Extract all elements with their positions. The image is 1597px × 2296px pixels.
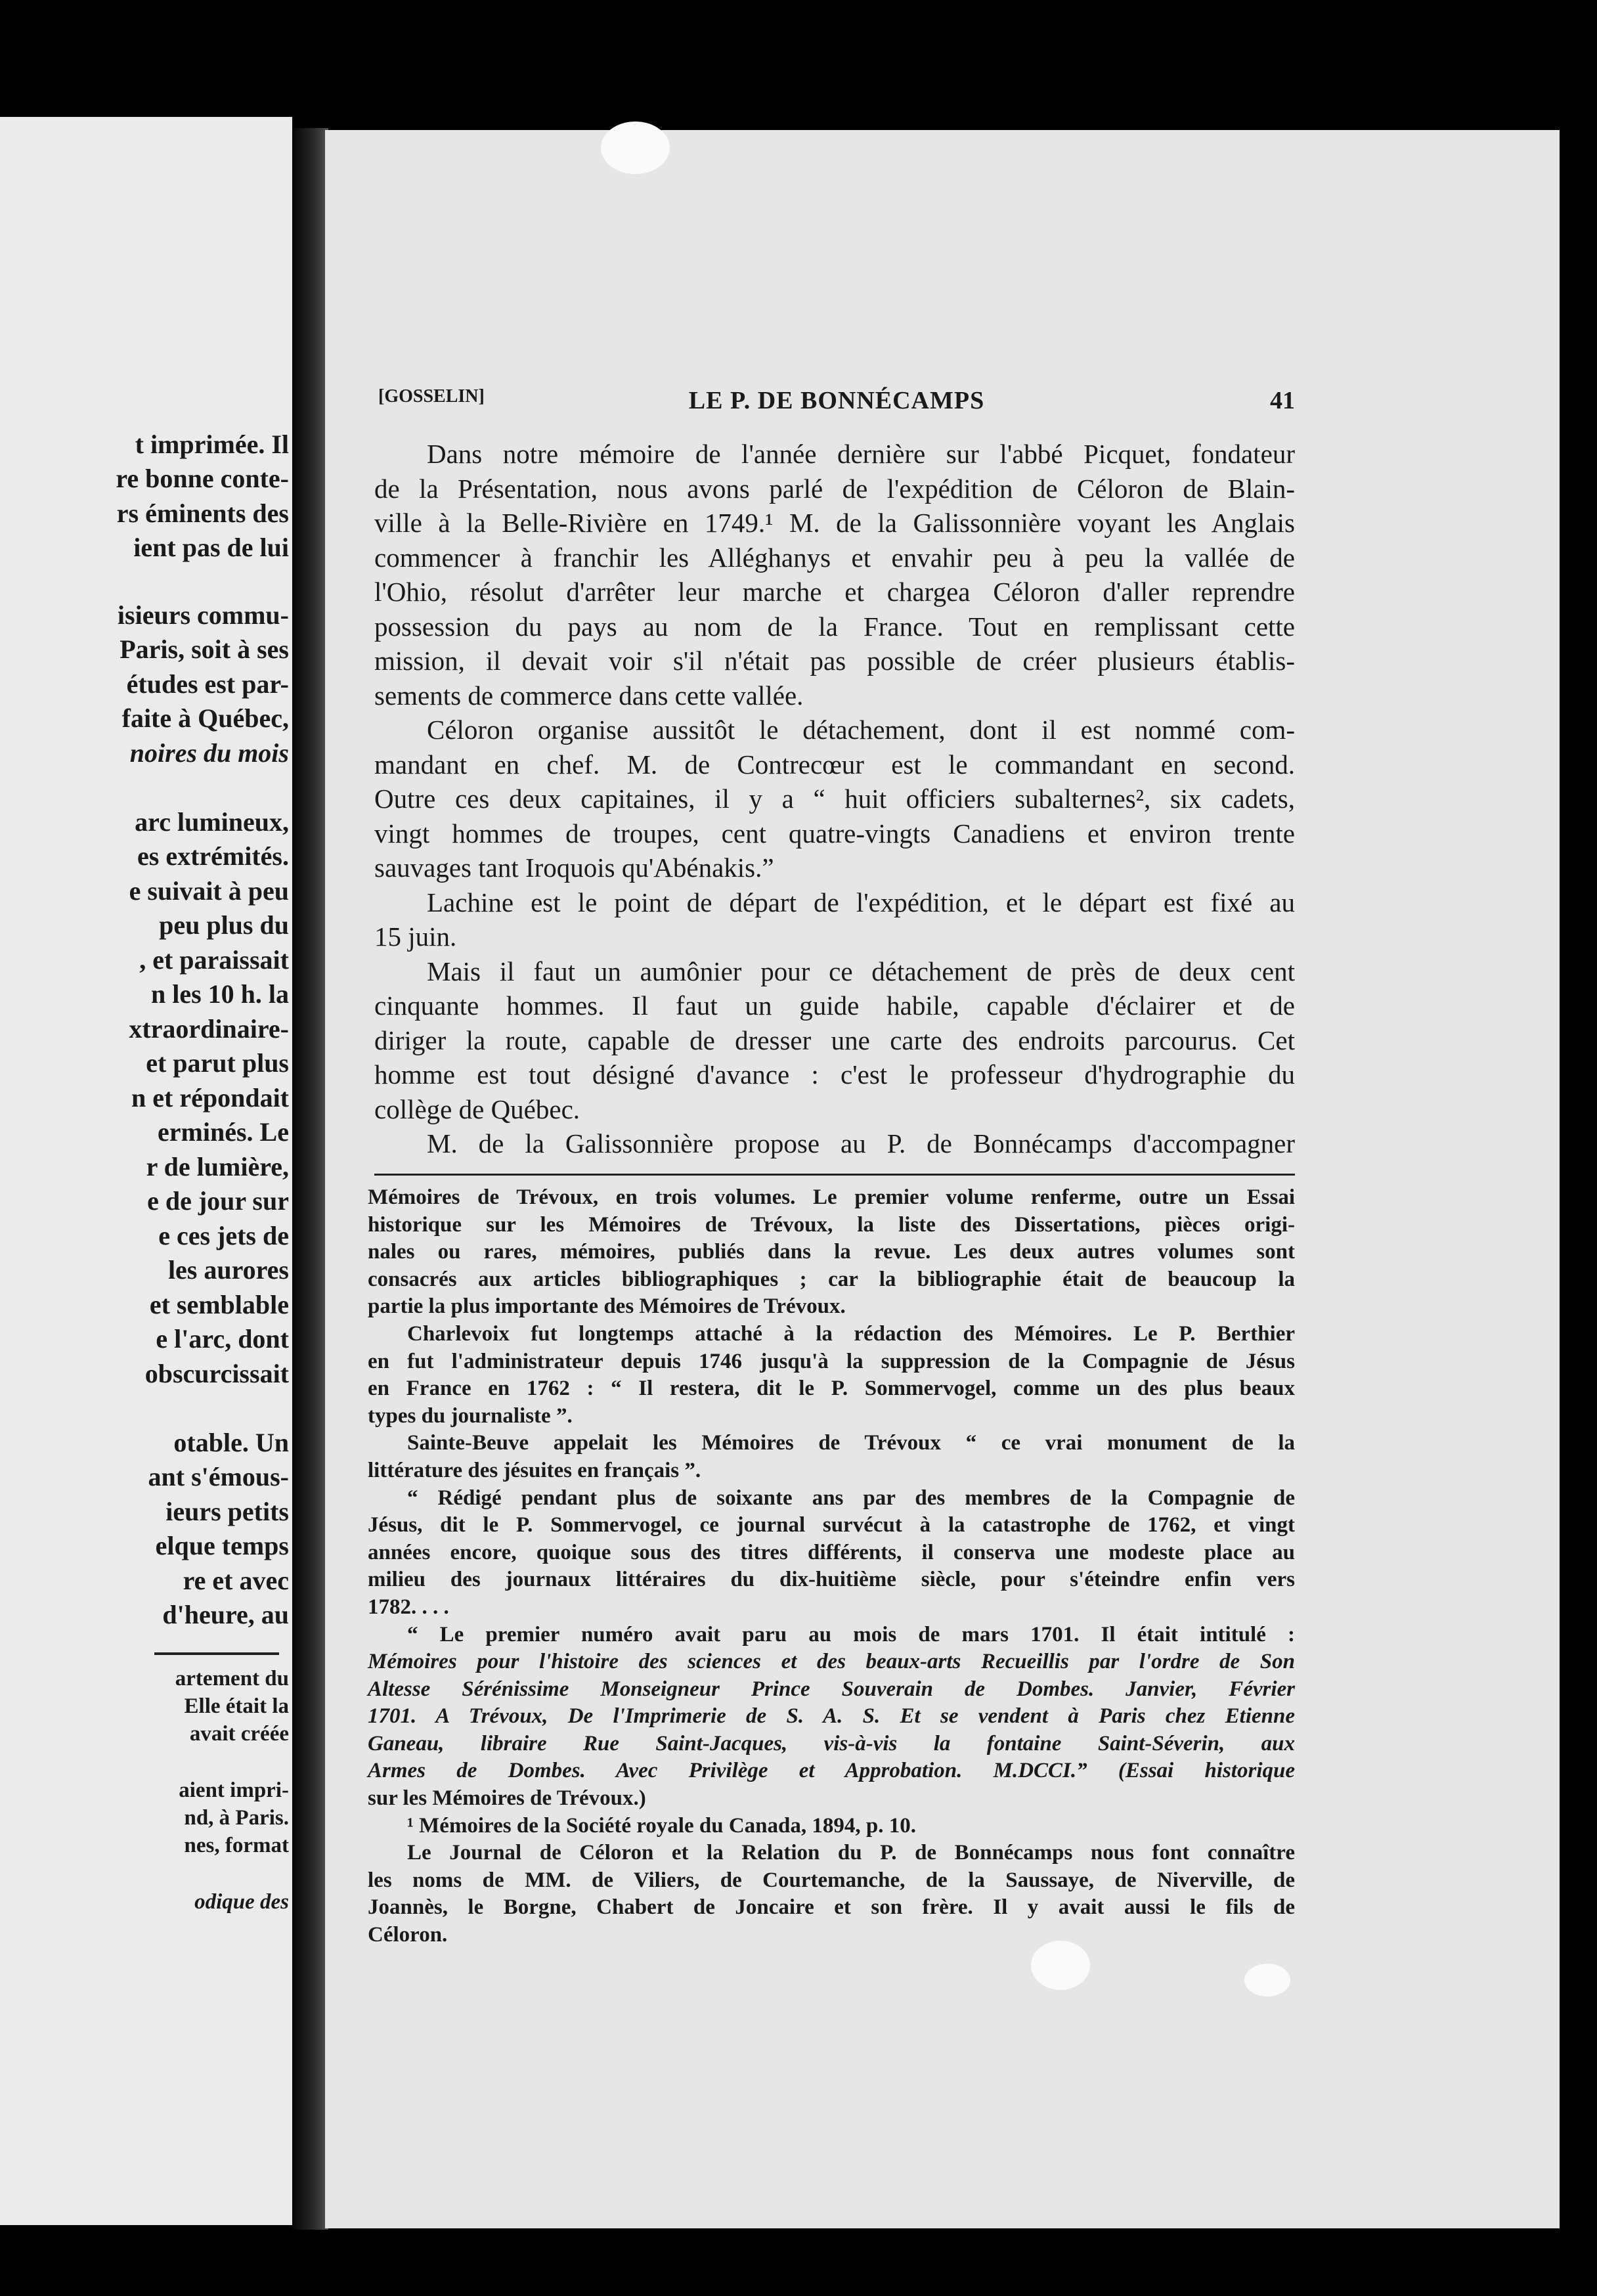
footnote-line: Jésus, dit le P. Sommervogel, ce journal survécut à la catastrophe de 1762, et vingt xyxy=(368,1513,1295,1537)
left-line: et parut plus xyxy=(146,1048,289,1078)
left-line: otable. Un xyxy=(173,1428,289,1457)
footnote-line: en France en 1762 : “ Il restera, dit le P. Sommervogel, comme un des plus beaux xyxy=(368,1377,1295,1401)
footnote-line: partie la plus importante des Mémoires de Trévoux. xyxy=(368,1294,846,1319)
footnote-line: littérature des jésuites en français ”. xyxy=(368,1458,701,1482)
left-line: peu plus du xyxy=(159,910,289,940)
left-line: obscurcissait xyxy=(144,1359,289,1388)
left-line: faite à Québec, xyxy=(121,703,289,733)
left-line: ieurs petits xyxy=(165,1497,289,1526)
left-line: rs éminents des xyxy=(116,498,289,528)
footnote-line: Ganeau, libraire Rue Saint-Jacques, vis-à-vis la fontaine Saint-Séverin, aux xyxy=(368,1731,1295,1755)
main-text xyxy=(374,437,1295,1161)
left-line: les aurores xyxy=(167,1255,289,1285)
footnote-line: “ Le premier numéro avait paru au mois de mars 1701. Il était intitulé : xyxy=(407,1622,1295,1646)
left-line: ient pas de lui xyxy=(133,533,289,562)
left-footnote-rule xyxy=(154,1652,279,1655)
running-head-author: [GOSSELIN] xyxy=(378,386,485,407)
text-line: cinquante hommes. Il faut un guide habile, capable d'éclairer et de xyxy=(374,990,1295,1021)
footnote-line: consacrés aux articles bibliographiques ; car la bibliographie était de beaucoup la xyxy=(368,1267,1295,1291)
left-line: d'heure, au xyxy=(162,1600,289,1629)
text-line: mission, il devait voir s'il n'était pas possible de créer plusieurs établis- xyxy=(374,646,1295,676)
footnote-line: types du journaliste ”. xyxy=(368,1403,573,1428)
left-line: re et avec xyxy=(183,1566,289,1595)
footnote-line: en fut l'administrateur depuis 1746 jusqu'à la suppression de la Compagnie de Jésus xyxy=(368,1349,1295,1373)
text-line: sements de commerce dans cette vallée. xyxy=(374,680,804,711)
running-head-title: LE P. DE BONNÉCAMPS xyxy=(688,387,985,414)
left-line: noires du mois xyxy=(129,738,289,768)
footnote-line: Le Journal de Céloron et la Relation du P. de Bonnécamps nous font connaître xyxy=(407,1841,1295,1865)
text-line: Mais il faut un aumônier pour ce détachement de près de deux cent xyxy=(427,956,1295,986)
left-line: e l'arc, dont xyxy=(156,1324,289,1354)
footnote-line: Charlevoix fut longtemps attaché à la rédaction des Mémoires. Le P. Berthier xyxy=(407,1321,1295,1346)
footnote-line: Céloron. xyxy=(368,1923,448,1947)
footnote-line: sur les Mémoires de Trévoux.) xyxy=(368,1786,646,1811)
left-footnote-line: avait créée xyxy=(189,1722,289,1746)
page-number: 41 xyxy=(1270,387,1295,414)
text-line: mandant en chef. M. de Contrecœur est le commandant en second. xyxy=(374,749,1295,780)
text-line: collège de Québec. xyxy=(374,1093,580,1124)
text-line: Outre ces deux capitaines, il y a “ huit officiers subalternes², six cadets, xyxy=(374,784,1295,814)
running-head xyxy=(378,386,1295,419)
left-line: erminés. Le xyxy=(158,1117,289,1147)
left-line: isieurs commu- xyxy=(117,600,289,630)
left-footnote-line: nes, format xyxy=(184,1834,289,1857)
footnote-line: années encore, quoique sous des titres différents, il conserva une modeste place au xyxy=(368,1540,1295,1564)
footnote-line: Mémoires de Trévoux, en trois volumes. Le premier volume renferme, outre un Essai xyxy=(368,1185,1295,1209)
left-line: elque temps xyxy=(155,1531,289,1560)
paper-blemish xyxy=(601,121,670,174)
left-line: études est par- xyxy=(126,669,289,699)
left-footnote-line: artement du xyxy=(175,1667,289,1690)
left-line: Paris, soit à ses xyxy=(120,634,289,664)
footnotes xyxy=(368,1184,1295,1949)
text-line: M. de la Galissonnière propose au P. de Bonnécamps d'accompagner xyxy=(427,1128,1295,1159)
text-line: Lachine est le point de départ de l'expédition, et le départ est fixé au xyxy=(427,887,1295,917)
text-line: 15 juin. xyxy=(374,921,457,952)
left-line: re bonne conte- xyxy=(116,464,289,493)
left-line: xtraordinaire- xyxy=(129,1014,289,1044)
footnote-line: Mémoires pour l'histoire des sciences et des beaux-arts Recueillis par l'ordre de Son xyxy=(368,1650,1295,1674)
text-line: Céloron organise aussitôt le détachement, dont il est nommé com- xyxy=(427,715,1295,745)
text-line: diriger la route, capable de dresser une carte des endroits parcourus. Cet xyxy=(374,1025,1295,1055)
left-line: e de jour sur xyxy=(147,1186,289,1216)
paper-blemish xyxy=(1244,1964,1290,1997)
text-line: de la Présentation, nous avons parlé de l'expédition de Céloron de Blain- xyxy=(374,473,1295,504)
footnote-line: les noms de MM. de Viliers, de Courtemanche, de la Saussaye, de Niverville, de xyxy=(368,1868,1295,1892)
footnote-line: Sainte-Beuve appelait les Mémoires de Trévoux “ ce vrai monument de la xyxy=(407,1431,1295,1455)
left-line: n et répondait xyxy=(131,1083,289,1113)
text-line: possession du pays au nom de la France. Tout en remplissant cette xyxy=(374,611,1295,642)
footnote-line: milieu des journaux littéraires du dix-huitième siècle, pour s'éteindre enfin vers xyxy=(368,1568,1295,1592)
footnote-ref-1: ¹ Mémoires de la Société royale du Canada, 1894, p. 10. xyxy=(407,1813,916,1838)
footnote-line: nales ou rares, mémoires, publiés dans la revue. Les deux autres volumes sont xyxy=(368,1240,1295,1264)
left-line: e ces jets de xyxy=(158,1221,289,1250)
footnote-line: Altesse Sérénissime Monseigneur Prince Souverain de Dombes. Janvier, Février xyxy=(368,1677,1295,1701)
left-line: ant s'émous- xyxy=(148,1462,289,1491)
footnote-line: historique sur les Mémoires de Trévoux, la liste des Dissertations, pièces origi- xyxy=(368,1212,1295,1237)
footnote-rule xyxy=(374,1174,1295,1176)
text-line: Dans notre mémoire de l'année dernière sur l'abbé Picquet, fondateur xyxy=(427,439,1295,469)
left-line: n les 10 h. la xyxy=(150,979,289,1009)
text-line: homme est tout désigné d'avance : c'est le professeur d'hydrographie du xyxy=(374,1059,1295,1090)
left-footnote-line: odique des xyxy=(194,1890,289,1914)
text-line: l'Ohio, résolut d'arrêter leur marche et chargea Céloron d'aller reprendre xyxy=(374,577,1295,607)
footnote-line: 1701. A Trévoux, De l'Imprimerie de S. A. S. Et se vendent à Paris chez Etienne xyxy=(368,1704,1295,1729)
left-footnote-line: aient impri- xyxy=(179,1778,289,1802)
text-line: commencer à franchir les Alléghanys et envahir peu à peu la vallée de xyxy=(374,542,1295,573)
left-line: t imprimée. Il xyxy=(135,430,289,459)
left-line: , et paraissait xyxy=(139,945,289,975)
left-line: r de lumière, xyxy=(146,1152,289,1181)
left-footnote-line: Elle était la xyxy=(184,1694,289,1718)
footnote-line: 1782. . . . xyxy=(368,1595,449,1619)
left-line: arc lumineux, xyxy=(135,807,289,837)
footnote-line: Armes de Dombes. Avec Privilège et Approbation. M.DCCI.” (Essai historique xyxy=(368,1759,1295,1783)
text-line: sauvages tant Iroquois qu'Abénakis.” xyxy=(374,852,774,883)
text-line: ville à la Belle-Rivière en 1749.¹ M. de la Galissonnière voyant les Anglais xyxy=(374,508,1295,538)
left-line: et semblable xyxy=(149,1290,289,1319)
text-line: vingt hommes de troupes, cent quatre-vingts Canadiens et environ trente xyxy=(374,818,1295,849)
footnote-line: Joannès, le Borgne, Chabert de Joncaire et son frère. Il y avait aussi le fils de xyxy=(368,1895,1295,1920)
left-line: e suivait à peu xyxy=(129,876,289,906)
footnote-line: “ Rédigé pendant plus de soixante ans par des membres de la Compagnie de xyxy=(407,1486,1295,1510)
left-page-fragment xyxy=(0,117,292,2225)
book-gutter xyxy=(292,128,328,2230)
left-line: es extrémités. xyxy=(137,841,289,871)
left-footnote-line: nd, à Paris. xyxy=(184,1806,289,1830)
